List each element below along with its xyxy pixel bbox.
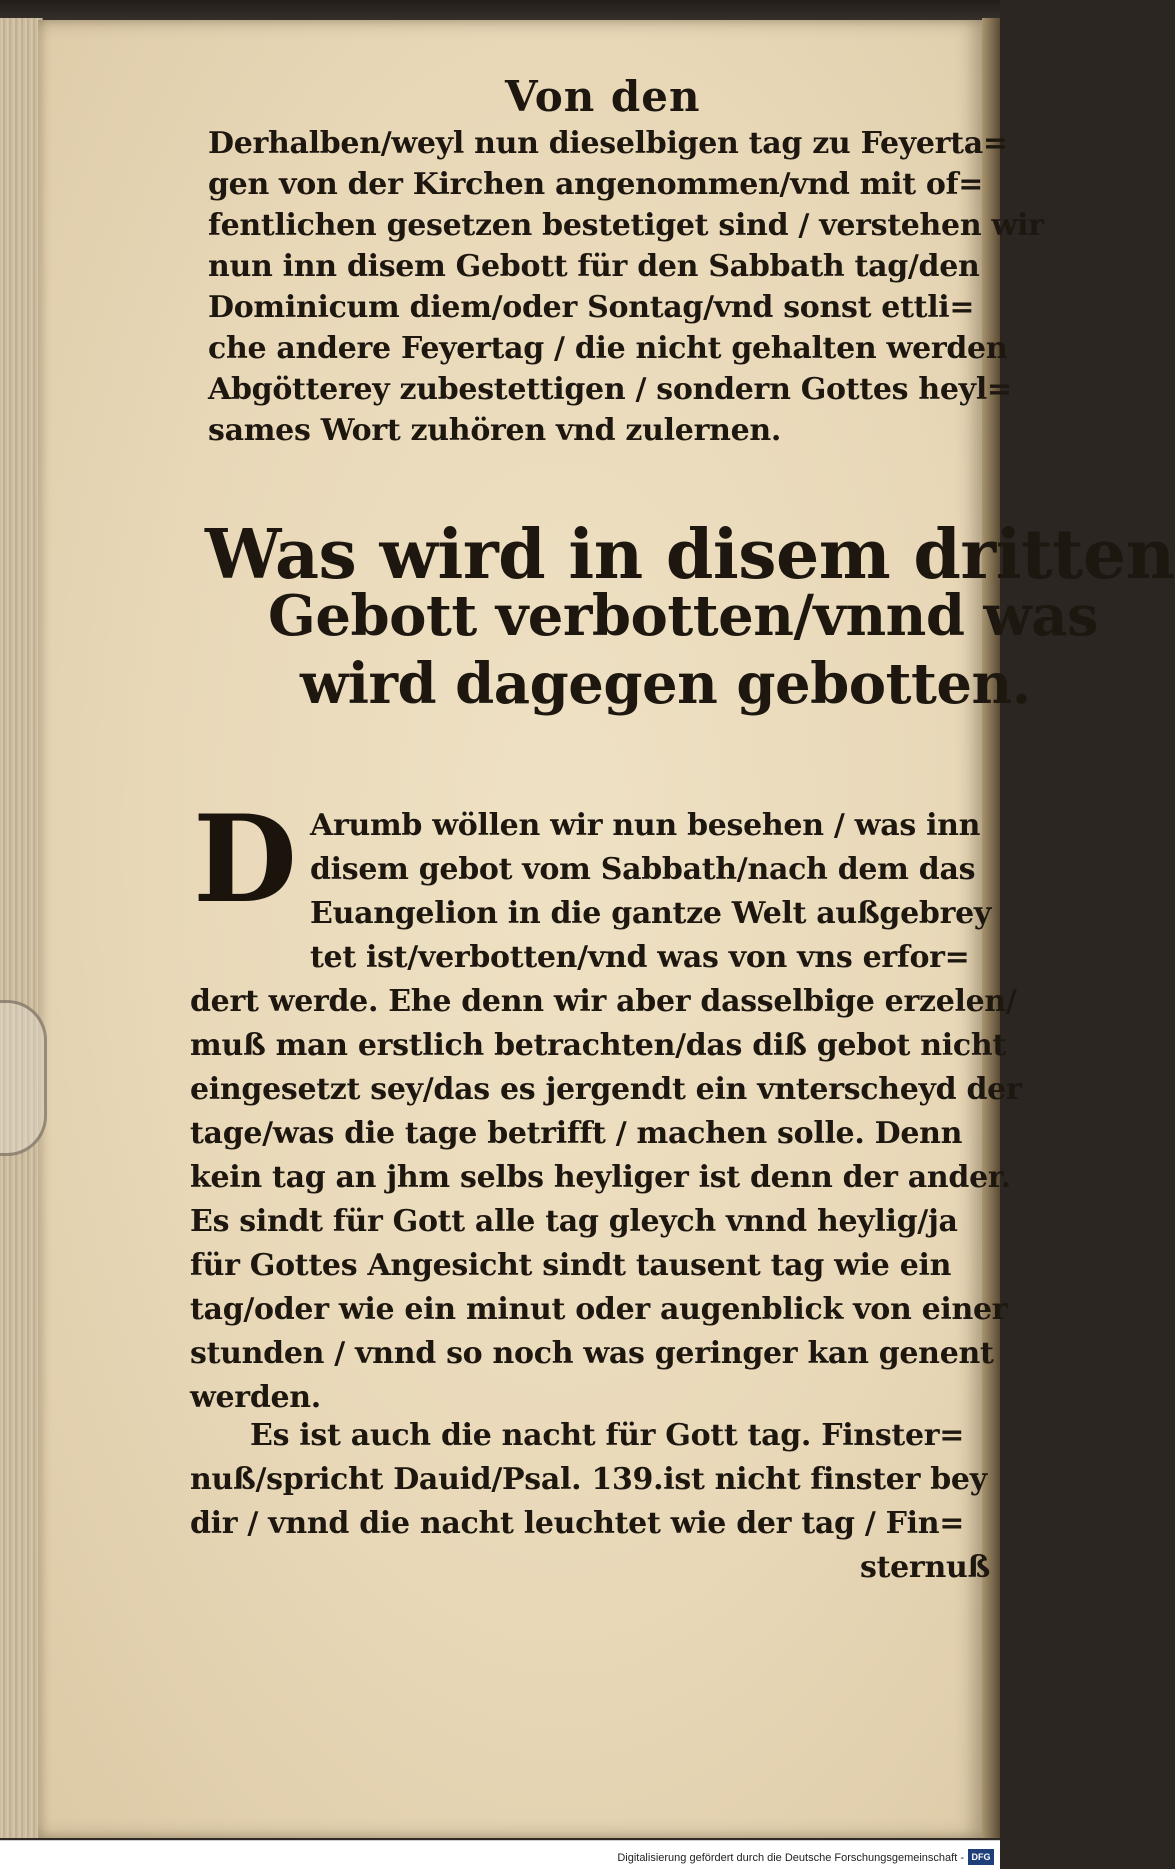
page-clip [0, 1000, 47, 1156]
para3-line: dir / vnnd die nacht leuchtet wie der tag / Fin= [190, 1506, 965, 1541]
para2-line: tag/oder wie ein minut oder augenblick von einer [190, 1292, 1008, 1327]
footer-bar [0, 1840, 1000, 1869]
page-edges [0, 18, 43, 1838]
para1-line: fentlichen gesetzen bestetiget sind / verstehen wir [208, 208, 1044, 243]
para2-line: werden. [190, 1380, 321, 1415]
para1-line: che andere Feyertag / die nicht gehalten werden [208, 331, 1008, 366]
running-title: Von den [505, 72, 701, 121]
drop-cap: D [192, 789, 298, 930]
para2-line: disem gebot vom Sabbath/nach dem das [310, 852, 976, 887]
dfg-logo: DFG [968, 1849, 994, 1865]
para3-line: sternuß [860, 1550, 990, 1585]
para2-line: kein tag an jhm selbs heyliger ist denn der ander. [190, 1160, 1011, 1195]
heading-line: Gebott verbotten/vnnd was [268, 583, 1099, 649]
heading-line: wird dagegen gebotten. [300, 651, 1031, 717]
para3-line: nuß/spricht Dauid/Psal. 139.ist nicht finster bey [190, 1462, 987, 1497]
para2-line: muß man erstlich betrachten/das diß gebot nicht [190, 1028, 1006, 1063]
para2-line: dert werde. Ehe denn wir aber dasselbige erzelen/ [190, 984, 1017, 1019]
para1-line: nun inn disem Gebott für den Sabbath tag/den [208, 249, 980, 284]
para1-line: Derhalben/weyl nun dieselbigen tag zu Feyerta= [208, 126, 1008, 161]
para2-line: Euangelion in die gantze Welt außgebrey [310, 896, 991, 931]
para1-line: gen von der Kirchen angenommen/vnd mit of= [208, 167, 984, 202]
para2-line: Es sindt für Gott alle tag gleych vnnd heylig/ja [190, 1204, 958, 1239]
funding-note: Digitalisierung gefördert durch die Deutsche Forschungsgemeinschaft - [617, 1852, 964, 1864]
para2-line: tage/was die tage betrifft / machen solle. Denn [190, 1116, 963, 1151]
para2-line: tet ist/verbotten/vnd was von vns erfor= [310, 940, 970, 975]
para2-line: Arumb wöllen wir nun besehen / was inn [310, 808, 981, 843]
para2-line: für Gottes Angesicht sindt tausent tag wie ein [190, 1248, 952, 1283]
para1-line: Dominicum diem/oder Sontag/vnd sonst ettli= [208, 290, 975, 325]
para2-line: eingesetzt sey/das es jergendt ein vnterscheyd der [190, 1072, 1022, 1107]
para2-line: stunden / vnnd so noch was geringer kan genent [190, 1336, 994, 1371]
para3-line: Es ist auch die nacht für Gott tag. Finster= [250, 1418, 965, 1453]
heading-line: Was wird in disem dritten [205, 515, 1175, 595]
para1-line: sames Wort zuhören vnd zulernen. [208, 413, 782, 448]
para1-line: Abgötterey zubestettigen / sondern Gottes heyl= [208, 372, 1012, 407]
